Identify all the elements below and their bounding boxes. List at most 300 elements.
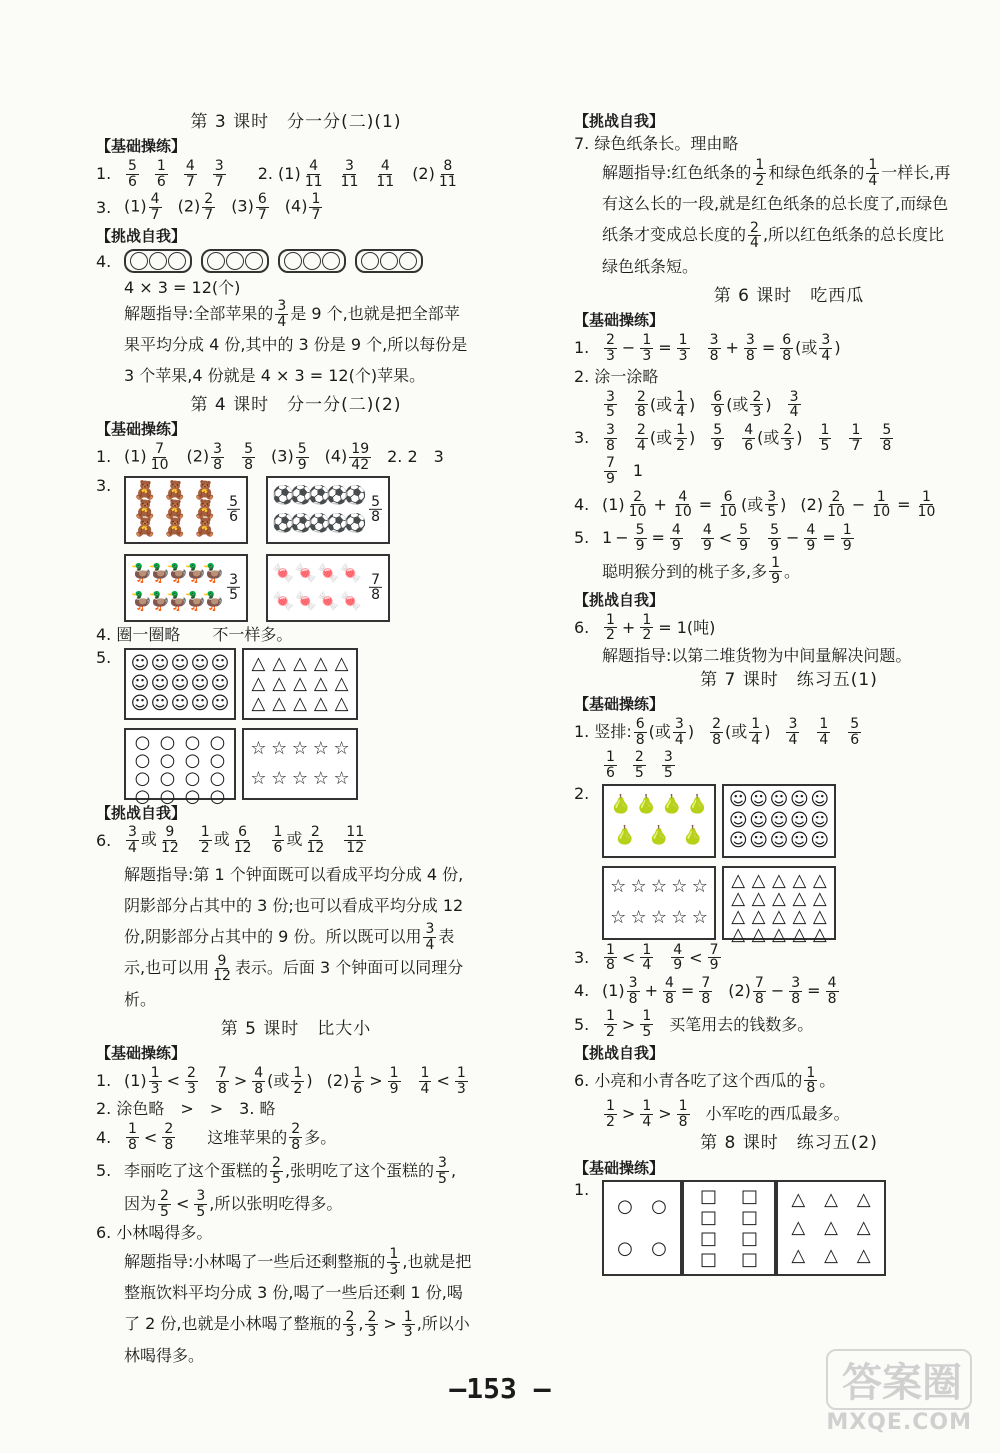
fraction: $\frac{2}{10}$ <box>827 488 845 521</box>
l4-q5: 5. ☺ ☺ ☺ ☺ ☺ ☺ ☺ ☺ ☺ ☺ ☺ ☺ ☺ ☺ ☺ △ △ △ △ △ △ △ △ △ △ △ △ △ △ △ ○ ○ ○ ○ ○ ○ ○ ○ ○ ○ ○ ○ ○ ○ ○ ○ ☆ ☆ ☆ ☆ ☆ ☆ ☆ ☆ ☆ ☆ <box>96 648 496 800</box>
l6-q2-answers: $\frac{3}{5}$ $\frac{2}{8}$ (或 $\frac{1}{4}$ ) $\frac{6}{9}$ (或 $\frac{2}{3}$ ) $\frac{3}{4}$ <box>606 388 799 421</box>
fraction: $\frac{1}{7}$ <box>311 191 321 224</box>
picture-item: ☆ <box>610 876 627 898</box>
lesson-4-title: 第 4 课时 分一分(二)(2) <box>190 395 402 416</box>
picture-item: 🍬 <box>272 562 295 584</box>
fraction: $\frac{3}{4}$ <box>674 715 684 748</box>
picture-item: ☺ <box>130 652 150 674</box>
picture-item: ☺ <box>130 672 150 694</box>
picture-item: △ <box>824 1189 838 1211</box>
picture-item: 🍐 <box>613 825 637 847</box>
picture-item: ⚽ <box>326 512 349 534</box>
l3-q4-equation: 4 × 3 = 12(个) <box>124 277 241 297</box>
fraction: $\frac{1}{2}$ <box>293 1065 303 1097</box>
l5-q5: 5. 李丽吃了这个蛋糕的 $\frac{2}{5}$ ,张明吃了这个蛋糕的 $\frac{3}{5}$ , <box>96 1154 457 1187</box>
fraction: $\frac{3}{8}$ <box>745 332 755 364</box>
picture-item: △ <box>856 1245 871 1267</box>
picture-item: ☆ <box>291 767 309 789</box>
l7-q5: 5. $\frac{1}{2}$ > $\frac{1}{5}$ 买笔用去的钱数多。 <box>574 1008 814 1041</box>
picture-item: ○ <box>651 1238 667 1260</box>
picture-item: ☺ <box>130 692 150 714</box>
lesson-7-title: 第 7 课时 练习五(1) <box>700 669 878 690</box>
fraction: $\frac{6}{12}$ <box>233 824 252 856</box>
picture-item: □ <box>699 1206 717 1228</box>
fraction: $\frac{3}{11}$ <box>340 158 359 190</box>
l6-q6-hint: 解题指导:以第二堆货物为中间量解决问题。 <box>602 645 912 665</box>
fraction: $\frac{1}{4}$ <box>751 715 761 748</box>
picture-item: ☆ <box>610 907 627 929</box>
lesson-4-challenge-heading: 【挑战自我】 <box>96 803 187 822</box>
picture-item: △ <box>791 1217 806 1239</box>
l4-q4: 4. 圈一圈略 不一样多。 <box>96 624 293 644</box>
picture-item: ☺ <box>170 672 190 694</box>
picture-item: ☆ <box>333 767 350 789</box>
fraction: $\frac{3}{5}$ <box>438 1154 447 1187</box>
fraction: $\frac{3}{5}$ <box>229 571 238 604</box>
fraction: $\frac{2}{3}$ <box>187 1065 196 1097</box>
picture-item: ☺ <box>749 830 768 852</box>
picture-item: ☆ <box>630 876 647 898</box>
picture-item: △ <box>293 652 307 674</box>
fraction: $\frac{1}{4}$ <box>819 715 829 748</box>
picture-item: △ <box>751 887 766 909</box>
picture-item: ⚽ <box>308 512 331 534</box>
picture-item: ☺ <box>170 692 190 714</box>
picture-box <box>602 1180 682 1276</box>
fraction: $\frac{1}{8}$ <box>806 1064 816 1097</box>
l4-q3: 3. 🧸 🧸 🧸 🧸 🧸 🧸 🧸 🧸 🧸 $\frac{5}{6}$ ⚽ ⚽ ⚽ ⚽ ⚽ ⚽ ⚽ ⚽ ⚽ ⚽ $\frac{5}{8}$ 🦆 🦆 🦆 🦆 🦆 🦆 🦆 🦆 🦆 🦆 $\frac{3}{5}$ 🍬 🍬 🍬 🍬 🍬 🍬 🍬 🍬 $\frac{7}{8}$ <box>96 476 496 622</box>
fraction: $\frac{5}{9}$ <box>297 441 307 473</box>
picture-item: △ <box>812 923 827 945</box>
right-challenge-heading: 【挑战自我】 <box>574 112 665 130</box>
fraction: $\frac{2}{7}$ <box>204 191 214 224</box>
fraction: $\frac{2}{3}$ <box>367 1308 377 1341</box>
lesson-3-title: 第 3 课时 分一分(二)(1) <box>190 112 402 132</box>
picture-item: 🦆 <box>148 562 171 584</box>
picture-item: ☺ <box>150 692 170 714</box>
picture-item: △ <box>772 869 786 891</box>
picture-item: 🧸 <box>193 498 217 520</box>
picture-item: ☆ <box>312 767 329 789</box>
picture-item: △ <box>772 887 786 909</box>
l3-q4-hint: 解题指导:全部苹果的 $\frac{3}{4}$ 是 9 个,也就是把全部苹果平均分成 4 份,其中的 3 份是 9 个,所以每份是 3 个苹果,4 份就是 4 × 3 = 12(个)苹果。 <box>124 297 468 386</box>
fraction: $\frac{5}{6}$ <box>850 715 860 748</box>
picture-item: △ <box>792 905 807 927</box>
fraction: $\frac{1}{4}$ <box>420 1065 430 1097</box>
fraction: $\frac{9}{12}$ <box>160 824 179 856</box>
l5-q2: 2. 涂色略 > > 3. 略 <box>96 1099 276 1119</box>
picture-item: ☆ <box>650 876 668 898</box>
picture-item: ☆ <box>671 876 688 898</box>
fraction: $\frac{3}{5}$ <box>663 749 673 781</box>
picture-box <box>124 728 236 807</box>
l4-q6-hint: 解题指导:第 1 个钟面既可以看成平均分成 4 份,阴影部分占其中的 3 份;也可以看成平均分成 12 份,阴影部分占其中的 9 份。所以既可以用 $\frac{3}{4}$ 表示,也可以用 $\frac{9}{12}$ 表示。后面 3 个钟面可以同理分析。 <box>124 864 464 1010</box>
fraction: $\frac{3}{4}$ <box>425 921 435 953</box>
fraction: $\frac{3}{8}$ <box>709 332 719 364</box>
picture-item: 🧸 <box>163 498 187 520</box>
picture-item: △ <box>293 672 307 694</box>
fraction: $\frac{7}{8}$ <box>754 975 764 1007</box>
fraction: $\frac{2}{3}$ <box>345 1308 355 1341</box>
l5-q6-hint: 解题指导:小林喝了一些后还剩整瓶的 $\frac{1}{3}$ ,也就是把整瓶饮料平均分成 3 份,喝了一些后还剩 1 份,喝了 2 份,也就是小林喝了整瓶的 $\frac{2}{3}$ , $\frac{2}{3}$ > $\frac{1}{3}$ ,所以小林喝得多。 <box>124 1245 472 1365</box>
l4-q1: 1. (1) $\frac{7}{10}$ (2) $\frac{3}{8}$ $\frac{5}{8}$ (3) $\frac{5}{9}$ (4) $\frac{19}{42}$ 2. 2 3 <box>96 441 444 473</box>
fraction: $\frac{1}{3}$ <box>642 332 652 364</box>
picture-item: 🍐 <box>635 794 658 816</box>
picture-box <box>266 554 390 622</box>
l4-q6: 6. $\frac{3}{4}$ 或 $\frac{9}{12}$ $\frac{1}{2}$ 或 $\frac{6}{12}$ $\frac{1}{6}$ 或 $\frac{2}{12}$ $\frac{11}{12}$ <box>96 824 365 856</box>
fraction: $\frac{1}{3}$ <box>389 1245 399 1278</box>
fraction: $\frac{5}{6}$ <box>229 493 238 526</box>
picture-item: △ <box>731 887 746 909</box>
fraction: $\frac{19}{42}$ <box>351 441 370 473</box>
fraction: $\frac{7}{9}$ <box>709 941 719 974</box>
fraction: $\frac{1}{2}$ <box>200 824 210 856</box>
l7-q1: 1. 竖排: $\frac{6}{8}$ (或 $\frac{3}{4}$ ) $\frac{2}{8}$ (或 $\frac{1}{4}$ ) $\frac{3}{4}$ $\frac{1}{4}$ $\frac{5}{6}$ <box>574 715 860 748</box>
picture-item: △ <box>824 1217 838 1239</box>
fraction: $\frac{3}{4}$ <box>277 297 287 330</box>
picture-item: ☆ <box>271 737 288 759</box>
picture-item: 🧸 <box>133 517 157 539</box>
l3-q4-rings: 4. <box>96 249 496 275</box>
fraction: $\frac{6}{7}$ <box>257 191 267 224</box>
picture-item: 🦆 <box>184 590 207 612</box>
fraction: $\frac{2}{8}$ <box>291 1121 301 1154</box>
picture-item: ⚽ <box>290 484 313 506</box>
picture-box <box>722 866 836 945</box>
fraction: $\frac{2}{3}$ <box>606 332 615 364</box>
l6-q5-answer: 聪明猴分到的桃子多,多 $\frac{1}{9}$ 。 <box>602 555 801 588</box>
picture-item: ☺ <box>210 652 230 674</box>
picture-item: ⚽ <box>272 484 295 506</box>
fraction: $\frac{3}{4}$ <box>821 332 831 364</box>
picture-item: ☺ <box>210 692 230 714</box>
fraction: $\frac{1}{6}$ <box>273 824 283 856</box>
fraction: $\frac{1}{8}$ <box>678 1097 688 1130</box>
fraction: $\frac{3}{5}$ <box>767 488 777 521</box>
picture-item: ○ <box>209 785 226 807</box>
picture-item: ☺ <box>170 652 190 674</box>
fraction: $\frac{7}{10}$ <box>150 441 169 473</box>
fraction: $\frac{2}{5}$ <box>160 1188 169 1220</box>
fraction: $\frac{1}{10}$ <box>917 488 936 521</box>
fraction: $\frac{4}{8}$ <box>254 1065 264 1097</box>
picture-item: □ <box>740 1248 758 1270</box>
picture-item: △ <box>313 672 328 694</box>
picture-box <box>682 1180 776 1276</box>
watermark-logo: 答案圈 MXQE.COM <box>826 1349 972 1435</box>
picture-box <box>124 648 236 720</box>
fraction: $\frac{1}{5}$ <box>642 1008 652 1041</box>
fraction: $\frac{4}{9}$ <box>671 522 681 554</box>
picture-item: 🍬 <box>317 590 340 612</box>
picture-item: △ <box>772 923 786 945</box>
fraction: $\frac{2}{4}$ <box>636 421 646 454</box>
fraction: $\frac{4}{8}$ <box>665 975 674 1007</box>
picture-item: ○ <box>134 785 151 807</box>
l6-q5: 5. 1 − $\frac{5}{9}$ = $\frac{4}{9}$ $\frac{4}{9}$ < $\frac{5}{9}$ $\frac{5}{9}$ − $\frac{4}{9}$ = $\frac{1}{9}$ <box>574 522 852 554</box>
r-q7-hint: 解题指导:红色纸条的 $\frac{1}{2}$ 和绿色纸条的 $\frac{1}{4}$ 一样长,再有这么长的一段,就是红色纸条的总长度了,而绿色纸条才变成总长度的 $\frac{2}{4}$ ,所以红色纸条的总长度比绿色纸条短。 <box>602 157 951 277</box>
picture-item: △ <box>334 652 349 674</box>
page-number: –153 – <box>449 1372 551 1405</box>
fraction: $\frac{5}{9}$ <box>770 522 780 554</box>
picture-item: △ <box>751 905 766 927</box>
l7-q6: 6. 小亮和小青各吃了这个西瓜的 $\frac{1}{8}$ 。 <box>574 1064 836 1097</box>
picture-item: △ <box>731 905 746 927</box>
fraction: $\frac{2}{8}$ <box>636 388 646 421</box>
picture-item: ☺ <box>190 652 210 674</box>
picture-item: ○ <box>184 749 201 771</box>
fraction: $\frac{2}{5}$ <box>634 749 644 781</box>
fraction: $\frac{1}{2}$ <box>642 611 652 644</box>
picture-box <box>266 476 390 544</box>
fraction: $\frac{3}{8}$ <box>628 975 638 1007</box>
picture-item: ○ <box>651 1196 667 1218</box>
picture-item: ☺ <box>728 809 748 831</box>
picture-item: ○ <box>134 767 151 789</box>
picture-item: △ <box>334 692 349 714</box>
picture-item: ☺ <box>190 692 210 714</box>
picture-item: 🧸 <box>193 479 217 501</box>
picture-item: 🦆 <box>202 590 225 612</box>
picture-item: △ <box>791 1245 806 1267</box>
picture-item: 🦆 <box>148 590 171 612</box>
l5-q6: 6. 小林喝得多。 <box>96 1222 213 1242</box>
fraction: $\frac{1}{10}$ <box>872 488 891 521</box>
picture-item: □ <box>699 1248 717 1270</box>
l6-q6: 6. $\frac{1}{2}$ + $\frac{1}{2}$ = 1(吨) <box>574 611 716 644</box>
picture-item: △ <box>731 869 746 891</box>
picture-item: △ <box>812 869 827 891</box>
l7-q3: 3. $\frac{1}{8}$ < $\frac{1}{4}$ $\frac{4}{9}$ < $\frac{7}{9}$ <box>574 941 719 974</box>
fraction: $\frac{4}{11}$ <box>376 158 395 190</box>
fraction: $\frac{4}{7}$ <box>150 191 160 224</box>
picture-item: ☺ <box>749 809 768 831</box>
picture-item: 🍬 <box>294 562 317 584</box>
fraction: $\frac{5}{6}$ <box>128 158 137 190</box>
picture-item: ○ <box>134 731 151 753</box>
l7-q2: 2. 🍐 🍐 🍐 🍐 🍐 🍐 🍐 ☺ ☺ ☺ ☺ ☺ ☺ ☺ ☺ ☺ ☺ ☺ ☺ ☺ ☺ ☺ ☆ ☆ ☆ ☆ ☆ ☆ ☆ ☆ ☆ ☆ △ △ △ △ △ △ △ △ △ △ △ △ △ △ △ △ △ △ △ △ <box>574 784 964 940</box>
fraction: $\frac{4}{6}$ <box>744 421 754 454</box>
fraction: $\frac{1}{2}$ <box>606 1008 615 1041</box>
grouping-rings <box>124 249 432 275</box>
picture-item: ☺ <box>728 830 748 852</box>
picture-item: △ <box>272 652 287 674</box>
picture-item: 🦆 <box>166 562 189 584</box>
group-ring <box>124 249 192 273</box>
picture-item: ☺ <box>810 830 830 852</box>
fraction: $\frac{8}{11}$ <box>438 158 457 190</box>
fraction: $\frac{2}{5}$ <box>272 1154 281 1187</box>
fraction: $\frac{5}{8}$ <box>882 421 892 454</box>
picture-item: ○ <box>617 1238 633 1260</box>
fraction: $\frac{2}{4}$ <box>750 219 759 252</box>
fraction: $\frac{7}{9}$ <box>606 455 615 487</box>
picture-item: ☺ <box>789 830 809 852</box>
fraction: $\frac{2}{12}$ <box>306 824 325 856</box>
fraction: $\frac{1}{8}$ <box>606 941 615 974</box>
fraction: $\frac{4}{11}$ <box>304 158 323 190</box>
fraction: $\frac{4}{7}$ <box>185 158 195 190</box>
fraction: $\frac{5}{9}$ <box>635 522 645 554</box>
picture-item: ⚽ <box>326 484 349 506</box>
picture-item: ☆ <box>671 907 688 929</box>
picture-item: ☺ <box>190 672 210 694</box>
picture-item: ☺ <box>769 809 789 831</box>
fraction: $\frac{4}{9}$ <box>702 522 712 554</box>
picture-item: 🍬 <box>339 562 362 584</box>
fraction: $\frac{1}{2}$ <box>606 611 615 644</box>
picture-item: ○ <box>184 767 201 789</box>
picture-item: ☆ <box>250 767 267 789</box>
picture-item: △ <box>812 887 827 909</box>
picture-item: ☺ <box>210 672 230 694</box>
fraction: $\frac{2}{3}$ <box>752 388 762 421</box>
picture-item: 🍬 <box>272 590 295 612</box>
picture-item: ○ <box>209 749 226 771</box>
group-ring <box>278 249 346 273</box>
fraction: $\frac{1}{2}$ <box>606 1097 615 1130</box>
picture-item: ○ <box>134 749 151 771</box>
fraction: $\frac{7}{8}$ <box>217 1065 227 1097</box>
l7-q1-row2 <box>574 750 964 780</box>
picture-item: △ <box>313 692 328 714</box>
picture-item: ☺ <box>810 809 830 831</box>
picture-item: ⚽ <box>290 512 313 534</box>
picture-box <box>602 784 716 858</box>
picture-item: ☺ <box>150 652 170 674</box>
picture-item: ☆ <box>312 737 329 759</box>
fraction: $\frac{3}{5}$ <box>606 388 615 421</box>
picture-box <box>242 728 358 800</box>
picture-item: 🧸 <box>133 479 157 501</box>
fraction: $\frac{1}{9}$ <box>389 1065 399 1097</box>
picture-item: ☆ <box>691 876 708 898</box>
picture-item: ☆ <box>630 907 647 929</box>
picture-item: □ <box>740 1227 758 1249</box>
picture-item: 🍬 <box>317 562 340 584</box>
picture-box <box>124 476 248 544</box>
picture-item: 🍐 <box>609 794 632 816</box>
fraction: $\frac{3}{4}$ <box>789 388 799 421</box>
picture-item: △ <box>251 692 266 714</box>
fraction: $\frac{2}{10}$ <box>628 488 647 521</box>
fraction: $\frac{1}{6}$ <box>353 1065 363 1097</box>
picture-item: 🍐 <box>660 794 683 816</box>
picture-item: 🦆 <box>184 562 207 584</box>
picture-item: 🍬 <box>294 590 317 612</box>
picture-item: 🦆 <box>130 590 153 612</box>
picture-item: ○ <box>159 731 176 753</box>
l6-q1: 1. $\frac{2}{3}$ − $\frac{1}{3}$ = $\frac{1}{3}$ $\frac{3}{8}$ + $\frac{3}{8}$ = $\frac{6}{8}$ (或 $\frac{3}{4}$ ) <box>574 332 841 364</box>
picture-item: ☺ <box>728 788 748 810</box>
l7-q4: 4. (1) $\frac{3}{8}$ + $\frac{4}{8}$ = $\frac{7}{8}$ (2) $\frac{7}{8}$ − $\frac{3}{8}$ = $\frac{4}{8}$ <box>574 975 837 1007</box>
picture-item: 🦆 <box>202 562 225 584</box>
right-column <box>574 108 964 1279</box>
lesson-8-title: 第 8 课时 练习五(2) <box>700 1133 878 1154</box>
l6-q3: 3. $\frac{3}{8}$ $\frac{2}{4}$ (或 $\frac{1}{2}$ ) $\frac{5}{9}$ $\frac{4}{6}$ (或 $\frac{2}{3}$ ) $\frac{1}{5}$ $\frac{1}{7}$ $\frac{5}{8}$ <box>574 421 892 454</box>
picture-item: ☺ <box>810 788 830 810</box>
l5-q1: 1. (1) $\frac{1}{3}$ < $\frac{2}{3}$ $\frac{7}{8}$ > $\frac{4}{8}$ (或 $\frac{1}{2}$ ) (2) $\frac{1}{6}$ > $\frac{1}{9}$ $\frac{1}{4}$ < $\frac{1}{3}$ <box>96 1065 466 1097</box>
picture-item: ☆ <box>333 737 350 759</box>
picture-item: △ <box>792 923 807 945</box>
lesson-8-basic-heading: 【基础操练】 <box>574 1158 665 1177</box>
picture-item: ☆ <box>291 737 309 759</box>
picture-item: ⚽ <box>272 512 295 534</box>
lesson-7-basic-heading: 【基础操练】 <box>574 695 665 714</box>
fraction: $\frac{5}{8}$ <box>371 493 380 526</box>
left-column <box>96 108 496 1371</box>
picture-item: △ <box>731 923 746 945</box>
picture-item: ○ <box>617 1196 633 1218</box>
fraction: $\frac{3}{7}$ <box>214 158 224 190</box>
picture-item: △ <box>751 869 766 891</box>
fraction: $\frac{11}{12}$ <box>346 824 365 856</box>
l8-q1: 1. ○ ○ ○ ○ □ □ □ □ □ □ □ □ △ △ △ △ △ △ △ △ △ <box>574 1180 964 1276</box>
picture-item: △ <box>251 672 266 694</box>
picture-item: △ <box>856 1217 871 1239</box>
fraction: $\frac{5}{9}$ <box>713 421 723 454</box>
picture-item: 🧸 <box>133 498 157 520</box>
group-ring <box>355 249 423 273</box>
fraction: $\frac{2}{8}$ <box>164 1121 174 1154</box>
fraction: $\frac{3}{8}$ <box>213 441 223 473</box>
picture-item: ☺ <box>769 830 789 852</box>
fraction: $\frac{4}{9}$ <box>806 522 816 554</box>
fraction: $\frac{3}{8}$ <box>606 421 615 454</box>
fraction: $\frac{1}{3}$ <box>456 1065 466 1097</box>
picture-item: △ <box>293 692 307 714</box>
l7-q6-cont: $\frac{1}{2}$ > $\frac{1}{4}$ > $\frac{1}{8}$ 小军吃的西瓜最多。 <box>606 1097 850 1130</box>
picture-item: ☺ <box>749 788 768 810</box>
picture-item: △ <box>792 887 807 909</box>
picture-item: ☺ <box>789 809 809 831</box>
picture-item: △ <box>792 869 807 891</box>
fraction: $\frac{1}{8}$ <box>128 1121 137 1154</box>
l3-q3: 3. (1) $\frac{4}{7}$ (2) $\frac{2}{7}$ (3) $\frac{6}{7}$ (4) $\frac{1}{7}$ <box>96 191 321 224</box>
picture-item: ○ <box>159 785 176 807</box>
picture-item: ☺ <box>769 788 789 810</box>
picture-item: ○ <box>209 731 226 753</box>
picture-item: ☆ <box>650 907 668 929</box>
fraction: $\frac{6}{9}$ <box>713 388 723 421</box>
picture-item: 🦆 <box>130 562 153 584</box>
picture-item: △ <box>856 1189 871 1211</box>
fraction: $\frac{1}{2}$ <box>755 157 765 189</box>
l3-q1: 1. $\frac{5}{6}$ $\frac{1}{6}$ $\frac{4}{7}$ $\frac{3}{7}$ 2. (1) $\frac{4}{11}$ $\frac{3}{11}$ $\frac{4}{11}$ (2) $\frac{8}{11}$ <box>96 158 457 190</box>
lesson-3-challenge-heading: 【挑战自我】 <box>96 226 187 245</box>
fraction: $\frac{1}{4}$ <box>868 157 878 189</box>
picture-item: ☆ <box>271 767 288 789</box>
fraction: $\frac{3}{4}$ <box>128 824 137 856</box>
lesson-4-basic-heading: 【基础操练】 <box>96 420 187 439</box>
fraction: $\frac{1}{2}$ <box>676 421 686 454</box>
picture-item: △ <box>772 905 786 927</box>
fraction: $\frac{1}{3}$ <box>403 1308 413 1341</box>
fraction: $\frac{1}{7}$ <box>851 421 861 454</box>
lesson-6-challenge-heading: 【挑战自我】 <box>574 590 665 609</box>
picture-item: ○ <box>184 785 201 807</box>
l6-q4: 4. (1) $\frac{2}{10}$ + $\frac{4}{10}$ = $\frac{6}{10}$ (或 $\frac{3}{5}$ ) (2) $\frac{2}{10}$ − $\frac{1}{10}$ = $\frac{1}{10}$ <box>574 488 936 521</box>
fraction: $\frac{6}{8}$ <box>782 332 792 364</box>
fraction: $\frac{1}{9}$ <box>771 555 781 588</box>
picture-item: □ <box>740 1185 758 1207</box>
fraction: $\frac{6}{10}$ <box>719 488 737 521</box>
picture-item: △ <box>313 652 328 674</box>
picture-item: ☺ <box>789 788 809 810</box>
picture-item: △ <box>272 692 287 714</box>
picture-item: △ <box>334 672 349 694</box>
picture-item: 🦆 <box>166 590 189 612</box>
